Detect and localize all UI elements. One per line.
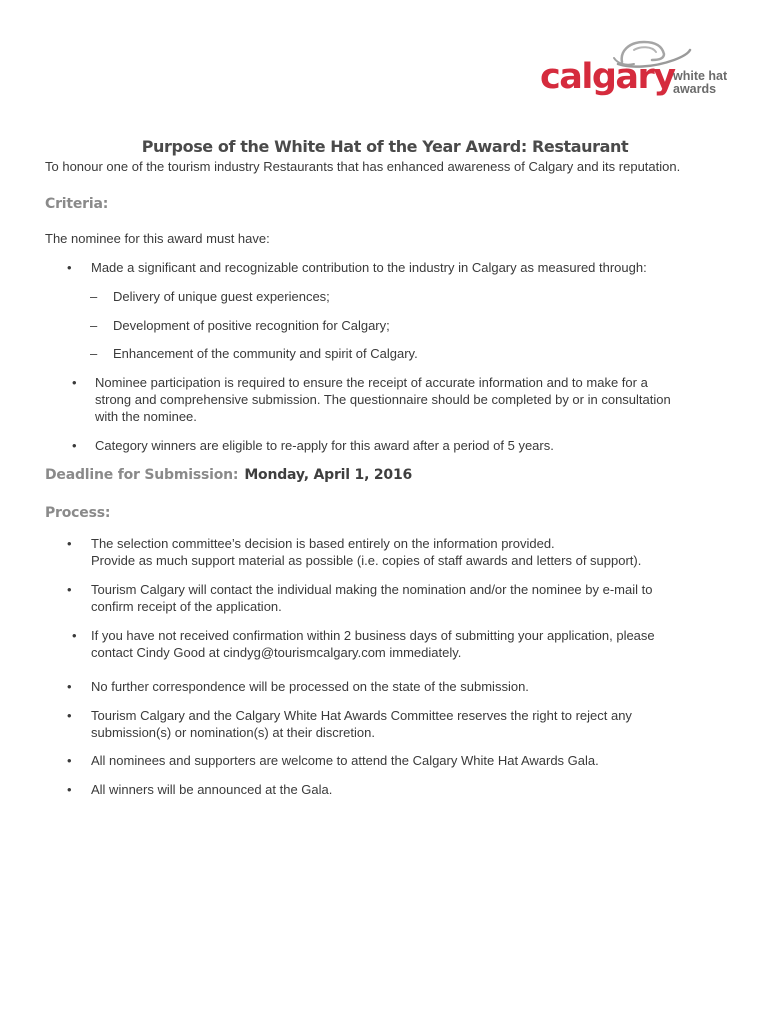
text-line: strong and comprehensive submission. The questionnaire should be completed by or in consultation [95, 392, 671, 407]
page-title: Purpose of the White Hat of the Year Award: Restaurant [141, 137, 629, 156]
calgary-white-hat-awards-logo [540, 38, 730, 108]
process-item-confirmation [91, 627, 655, 661]
logo-tagline-line2: awards [673, 82, 717, 96]
bullet-icon: • [67, 260, 72, 275]
process-item-winners [91, 781, 332, 798]
text-line: All winners will be announced at the Gala. [91, 782, 333, 797]
logo-wordmark: calgary [540, 57, 675, 97]
text-line: contact Cindy Good at cindyg@tourismcalgary.com immediately. [91, 645, 462, 660]
text-line: Provide as much support material as possible (i.e. copies of staff awards and letters of support). [91, 553, 642, 568]
intro-text: To honour one of the tourism industry Restaurants that has enhanced awareness of Calgary and its reputation. [45, 159, 681, 174]
text-line: Tourism Calgary and the Calgary White Hat Awards Committee reserves the right to reject any [91, 708, 632, 723]
logo-tagline [673, 70, 727, 96]
process-item-correspondence [91, 678, 529, 695]
dash-icon: – [90, 318, 98, 333]
deadline-heading [45, 467, 412, 483]
dash-icon: – [90, 346, 98, 361]
process-heading: Process: [45, 505, 111, 521]
bullet-icon: • [67, 753, 72, 768]
process-item-decision [91, 535, 641, 569]
bullet-icon: • [67, 536, 72, 551]
criteria-heading: Criteria: [45, 196, 109, 212]
text-line: Tourism Calgary will contact the individual making the nomination and/or the nominee by e-mail to [91, 582, 653, 597]
text-line: If you have not received confirmation within 2 business days of submitting your application, please [91, 628, 655, 643]
criteria-subitem: Enhancement of the community and spirit of Calgary. [113, 346, 418, 361]
dash-icon: – [90, 289, 98, 304]
bullet-icon: • [72, 628, 77, 643]
criteria-bullet-participation [95, 374, 671, 425]
deadline-label: Deadline for Submission: [45, 467, 239, 483]
text-line: confirm receipt of the application. [91, 599, 282, 614]
logo-tagline-line1: white hat [673, 69, 728, 83]
bullet-icon: • [72, 438, 77, 453]
bullet-icon: • [67, 708, 72, 723]
bullet-icon: • [67, 782, 72, 797]
criteria-bullet-contribution: Made a significant and recognizable contribution to the industry in Calgary as measured through: [91, 260, 647, 275]
bullet-icon: • [67, 679, 72, 694]
process-item-reject-right [91, 707, 632, 741]
text-line: Nominee participation is required to ensure the receipt of accurate information and to make for a [95, 375, 648, 390]
process-item-gala-attend [91, 752, 599, 769]
bullet-icon: • [72, 375, 77, 390]
criteria-subitem: Development of positive recognition for Calgary; [113, 318, 390, 333]
criteria-subitem: Delivery of unique guest experiences; [113, 289, 330, 304]
text-line: with the nominee. [95, 409, 197, 424]
text-line: No further correspondence will be processed on the state of the submission. [91, 679, 529, 694]
text-line: The selection committee’s decision is based entirely on the information provided. [91, 536, 555, 551]
criteria-bullet-reapply: Category winners are eligible to re-apply for this award after a period of 5 years. [95, 438, 554, 453]
deadline-date: Monday, April 1, 2016 [244, 467, 413, 483]
bullet-icon: • [67, 582, 72, 597]
text-line: submission(s) or nomination(s) at their discretion. [91, 725, 375, 740]
text-line: All nominees and supporters are welcome to attend the Calgary White Hat Awards Gala. [91, 753, 599, 768]
process-item-contact [91, 581, 652, 615]
criteria-lead: The nominee for this award must have: [45, 231, 270, 246]
